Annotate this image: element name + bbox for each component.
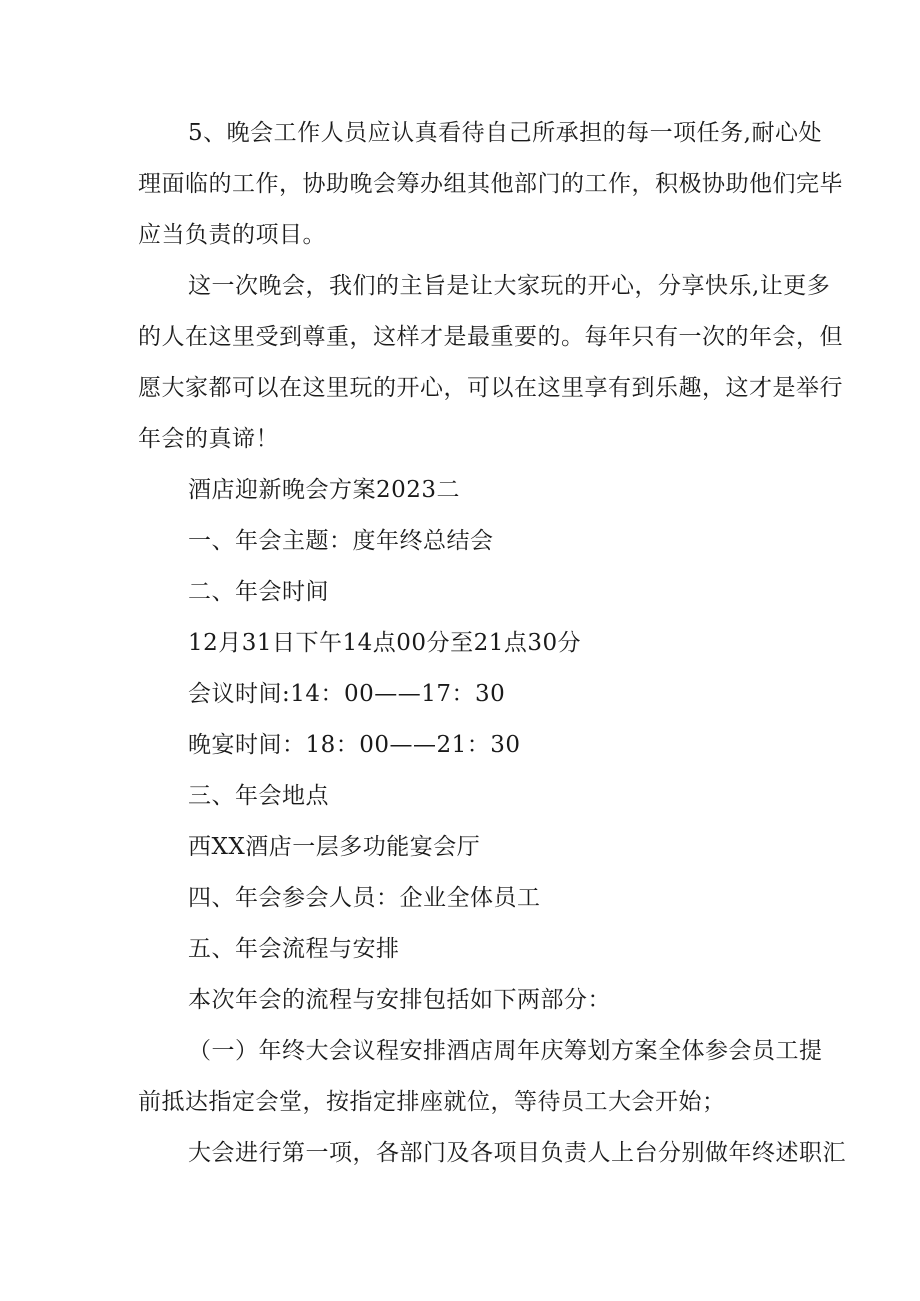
paragraph-line: 年会的真谛！ xyxy=(138,426,279,452)
paragraph-line: 理面临的工作，协助晚会筹办组其他部门的工作，积极协助他们完毕 xyxy=(138,171,843,197)
paragraph-line: 应当负责的项目。 xyxy=(138,222,326,248)
paragraph-line: 12月31日下午14点00分至21点30分 xyxy=(188,630,582,656)
paragraph-line: 本次年会的流程与安排包括如下两部分： xyxy=(188,987,611,1013)
paragraph-line: 晚宴时间：18：00——21：30 xyxy=(188,732,521,758)
section-heading: 五、年会流程与安排 xyxy=(188,936,400,962)
paragraph-line: （一）年终大会议程安排酒店周年庆筹划方案全体参会员工提 xyxy=(188,1038,823,1064)
section-title: 酒店迎新晚会方案2023二 xyxy=(188,477,461,503)
paragraph-line: 会议时间:14：00——17：30 xyxy=(188,681,506,707)
paragraph-line: 前抵达指定会堂，按指定排座就位，等待员工大会开始； xyxy=(138,1089,726,1115)
paragraph-line: 大会进行第一项，各部门及各项目负责人上台分别做年终述职汇 xyxy=(188,1140,846,1166)
paragraph-line: 这一次晚会，我们的主旨是让大家玩的开心，分享快乐,让更多 xyxy=(188,273,831,299)
paragraph-line: 的人在这里受到尊重，这样才是最重要的。每年只有一次的年会，但 xyxy=(138,324,843,350)
paragraph-line: 5、晚会工作人员应认真看待自己所承担的每一项任务,耐心处 xyxy=(188,120,822,146)
paragraph-line: 西XX酒店一层多功能宴会厅 xyxy=(188,834,481,860)
section-heading: 一、年会主题：度年终总结会 xyxy=(188,528,494,554)
section-heading: 三、年会地点 xyxy=(188,783,329,809)
section-heading: 四、年会参会人员：企业全体员工 xyxy=(188,885,541,911)
section-heading: 二、年会时间 xyxy=(188,579,329,605)
paragraph-line: 愿大家都可以在这里玩的开心，可以在这里享有到乐趣，这才是举行 xyxy=(138,375,843,401)
